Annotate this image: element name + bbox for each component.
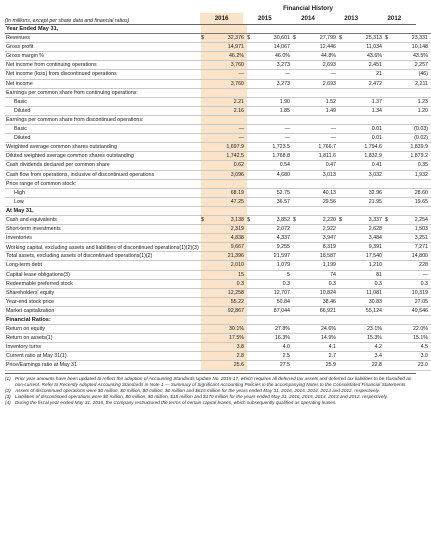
value-cell-2013: 0.01 [344, 125, 385, 134]
value-cell-2012: 2,257 [390, 61, 431, 70]
table-row [5, 279, 431, 288]
value-cell-2015: 1,079 [252, 261, 293, 270]
value-cell-2016: 1,742.5 [206, 152, 247, 161]
value-cell-2015: 52.75 [252, 188, 293, 197]
footnote-number: (3) [5, 393, 11, 399]
value-cell-2012: (46) [390, 70, 431, 79]
value-cell-2013 [344, 115, 385, 124]
row-label: Gross profit [5, 43, 201, 52]
value-cell-2013: 32.96 [344, 188, 385, 197]
value-cell-2015: 2.5 [252, 352, 293, 361]
value-cell-2014: — [298, 125, 339, 134]
value-cell-2014: 2,693 [298, 79, 339, 88]
value-cell-2015: — [252, 125, 293, 134]
footnote [5, 376, 416, 388]
value-cell-2012: 23.0 [390, 361, 431, 370]
row-label: Working capital, excluding assets and liabilities of discontinued operations(1)(2)(3) [5, 243, 201, 252]
table-row [5, 52, 431, 61]
value-cell-2016: 2,319 [206, 225, 247, 234]
value-cell-2016: 14,971 [206, 43, 247, 52]
row-label: Price/Earnings ratio at May 31 [5, 361, 201, 370]
value-cell-2013: 0.41 [344, 161, 385, 170]
table-row [5, 106, 431, 115]
value-cell-2015: 9,255 [252, 243, 293, 252]
value-cell-2016: 17.5% [206, 334, 247, 343]
value-cell-2013: 1.34 [344, 106, 385, 115]
table-row [5, 352, 431, 361]
value-cell-2013: 3,032 [344, 170, 385, 179]
value-cell-2015: 1.85 [252, 106, 293, 115]
table-row [5, 79, 431, 88]
value-cell-2012: 28.60 [390, 188, 431, 197]
row-label: Low [5, 197, 201, 206]
value-cell-2013: 3,484 [344, 234, 385, 243]
row-label: Basic [5, 97, 201, 106]
value-cell-2015: 87,044 [252, 306, 293, 315]
value-cell-2012: 7,271 [390, 243, 431, 252]
row-label: Net income from continuing operations [5, 61, 201, 70]
currency-cell: $ [247, 34, 252, 43]
value-cell-2013: 2,451 [344, 61, 385, 70]
value-cell-2015: 14,067 [252, 43, 293, 52]
value-cell-2013: 22.8 [344, 361, 385, 370]
value-cell-2014: 3,013 [298, 170, 339, 179]
value-cell-2013: 0.3 [344, 279, 385, 288]
row-label: Current ratio at May 31(1) [5, 352, 201, 361]
value-cell-2012: (0.03) [390, 125, 431, 134]
value-cell-2015: 12,707 [252, 288, 293, 297]
value-cell-2012: — [390, 270, 431, 279]
value-cell-2012: 1,879.2 [390, 152, 431, 161]
value-cell-2014: 74 [298, 270, 339, 279]
value-cell-2015 [252, 179, 293, 188]
value-cell-2012 [390, 88, 431, 97]
value-cell-2015: 1,768.8 [252, 152, 293, 161]
value-cell-2012: 1.23 [390, 97, 431, 106]
value-cell-2015: 3,852 [252, 215, 293, 224]
value-cell-2012 [390, 206, 431, 215]
table-subtitle: (In millions, except per share data and financial ratios) [5, 18, 130, 24]
value-cell-2013: 1,794.6 [344, 143, 385, 152]
value-cell-2014: 0.47 [298, 161, 339, 170]
table-row [5, 297, 431, 306]
year-header-2013: 2013 [344, 15, 359, 22]
table-row [5, 306, 431, 315]
table-row [5, 188, 431, 197]
row-label: Inventories [5, 234, 201, 243]
table-row [5, 361, 431, 370]
value-cell-2014: 0.3 [298, 279, 339, 288]
value-cell-2015: 1,723.5 [252, 143, 293, 152]
value-cell-2014: 24.6% [298, 325, 339, 334]
value-cell-2015: 0.3 [252, 279, 293, 288]
value-cell-2016: 4,838 [206, 234, 247, 243]
value-cell-2015: 1.90 [252, 97, 293, 106]
value-cell-2015: 27.5 [252, 361, 293, 370]
value-cell-2013: 15.3% [344, 334, 385, 343]
value-cell-2013: 17,540 [344, 252, 385, 261]
value-cell-2015: 46.0% [252, 52, 293, 61]
value-cell-2016: 32,376 [206, 34, 247, 43]
value-cell-2013: 11,034 [344, 43, 385, 52]
value-cell-2016: 30.1% [206, 325, 247, 334]
value-cell-2013: 2,472 [344, 79, 385, 88]
table-row [5, 115, 431, 124]
value-cell-2012: 228 [390, 261, 431, 270]
value-cell-2015 [252, 316, 293, 325]
value-cell-2014: 12,446 [298, 43, 339, 52]
value-cell-2016: 2.21 [206, 97, 247, 106]
value-cell-2015 [252, 25, 293, 34]
table-row [5, 325, 431, 334]
value-cell-2015 [252, 206, 293, 215]
value-cell-2014: 2.7 [298, 352, 339, 361]
table-row [5, 143, 431, 152]
table-row [5, 261, 431, 270]
value-cell-2014: 14.9% [298, 334, 339, 343]
value-cell-2015: 21,597 [252, 252, 293, 261]
year-header-2014: 2014 [301, 15, 315, 22]
table-row [5, 134, 431, 143]
value-cell-2016: 92,867 [206, 306, 247, 315]
currency-cell: $ [247, 215, 252, 224]
value-cell-2013: 55,124 [344, 306, 385, 315]
value-cell-2013 [344, 206, 385, 215]
value-cell-2012: 22.0% [390, 325, 431, 334]
table-row [5, 43, 431, 52]
value-cell-2014 [298, 25, 339, 34]
value-cell-2014: 8,319 [298, 243, 339, 252]
year-header-2012: 2012 [387, 15, 402, 22]
value-cell-2013: 25,313 [344, 34, 385, 43]
year-header-2015: 2015 [257, 15, 272, 22]
table-row [5, 88, 431, 97]
table-row [5, 234, 431, 243]
value-cell-2014: 2,693 [298, 61, 339, 70]
section-label: Year Ended May 31, [5, 25, 201, 34]
value-cell-2012: 10,319 [390, 288, 431, 297]
value-cell-2015: 4,680 [252, 170, 293, 179]
value-cell-2015: 4,337 [252, 234, 293, 243]
value-cell-2014: 27,799 [298, 34, 339, 43]
value-cell-2016: 3,760 [206, 61, 247, 70]
value-cell-2012: 19.65 [390, 197, 431, 206]
value-cell-2014: 25.9 [298, 361, 339, 370]
row-label: Short-term investments [5, 225, 201, 234]
value-cell-2016: 55.22 [206, 297, 247, 306]
value-cell-2013: 21 [344, 70, 385, 79]
value-cell-2012 [390, 179, 431, 188]
value-cell-2016: 3.8 [206, 343, 247, 352]
value-cell-2013: 9,391 [344, 243, 385, 252]
value-cell-2014: 18,587 [298, 252, 339, 261]
row-label: Capital lease obligations(3) [5, 270, 201, 279]
table-row [5, 197, 431, 206]
section-header-row [5, 316, 431, 325]
currency-cell: $ [201, 215, 206, 224]
value-cell-2016: 0.3 [206, 279, 247, 288]
value-cell-2016: 2.16 [206, 106, 247, 115]
value-cell-2013: 21.95 [344, 197, 385, 206]
value-cell-2014: 1,811.6 [298, 152, 339, 161]
footnotes [5, 373, 416, 406]
value-cell-2015: 27.8% [252, 325, 293, 334]
footnote-number: (4) [5, 399, 11, 405]
value-cell-2012: 1,839.9 [390, 143, 431, 152]
value-cell-2015: 30,601 [252, 34, 293, 43]
value-cell-2012: 0.3 [390, 279, 431, 288]
value-cell-2013: 0.01 [344, 134, 385, 143]
value-cell-2015 [252, 88, 293, 97]
row-label: Total assets, excluding assets of discontinued operations(1)(2) [5, 252, 201, 261]
currency-cell: $ [293, 215, 298, 224]
table-row [5, 179, 431, 188]
value-cell-2012 [390, 115, 431, 124]
value-cell-2013 [344, 88, 385, 97]
value-cell-2015: — [252, 134, 293, 143]
value-cell-2016: 68.19 [206, 188, 247, 197]
value-cell-2015: 50.84 [252, 297, 293, 306]
footnote-text: Prior year amounts have been updated to reflect the adoption of Accounting Standards Update No. 2015-17, which requires all deferred tax assets and deferred tax liabilities to be classified as non-current. Refer to Recently Adopted Accounting Standards in Note 1 — Summary of Significant Accounting Policies in the accompanying Notes to the Consolidated Financial Statements. [15, 375, 412, 387]
value-cell-2013 [344, 316, 385, 325]
table-row [5, 288, 431, 297]
value-cell-2014: 66,921 [298, 306, 339, 315]
row-label: Cash flow from operations, inclusive of discontinued operations [5, 170, 201, 179]
value-cell-2016: 15 [206, 270, 247, 279]
value-cell-2015: 3,273 [252, 61, 293, 70]
value-cell-2013: 81 [344, 270, 385, 279]
value-cell-2016: 21,396 [206, 252, 247, 261]
row-label: Shareholders' equity [5, 288, 201, 297]
footnote-text: Assets of discontinued operations were $0 million, $0 million, $0 million, $0 million and $615 million for the years ended May 31, 2016, 2015, 2014, 2013 and 2012, respectively. [15, 387, 380, 393]
value-cell-2012 [390, 316, 431, 325]
currency-cell: $ [293, 34, 298, 43]
value-cell-2014: 40.13 [298, 188, 339, 197]
row-label: Revenues [5, 34, 201, 43]
value-cell-2016: 3,760 [206, 79, 247, 88]
value-cell-2016 [206, 206, 247, 215]
title-row [5, 3, 416, 12]
value-cell-2014 [298, 316, 339, 325]
row-label: Return on assets(1) [5, 334, 201, 343]
value-cell-2012: 15.1% [390, 334, 431, 343]
value-cell-2016: 2.8 [206, 352, 247, 361]
row-label: Cash dividends declared per common share [5, 161, 201, 170]
value-cell-2014 [298, 179, 339, 188]
table-row [5, 252, 431, 261]
table-row [5, 61, 431, 70]
value-cell-2016: 0.62 [206, 161, 247, 170]
table-row [5, 343, 431, 352]
table-row [5, 152, 431, 161]
value-cell-2012: 1.20 [390, 106, 431, 115]
value-cell-2012: 14,800 [390, 252, 431, 261]
footnote-number: (1) [5, 375, 11, 381]
table-row [5, 170, 431, 179]
value-cell-2014: 44.8% [298, 52, 339, 61]
financial-table [5, 25, 431, 371]
table-row [5, 334, 431, 343]
value-cell-2012: 1,932 [390, 170, 431, 179]
value-cell-2014: 2,922 [298, 225, 339, 234]
value-cell-2014: 29.56 [298, 197, 339, 206]
row-label: Net income [5, 79, 201, 88]
value-cell-2015: 0.54 [252, 161, 293, 170]
value-cell-2016: 12,258 [206, 288, 247, 297]
value-cell-2012: 1,503 [390, 225, 431, 234]
currency-cell: $ [385, 34, 390, 43]
row-label: Diluted weighted average common shares outstanding [5, 152, 201, 161]
row-label: Earnings per common share from continuing operations: [5, 88, 201, 97]
currency-cell: $ [201, 34, 206, 43]
table-row [5, 70, 431, 79]
currency-cell: $ [339, 34, 344, 43]
value-cell-2014: — [298, 134, 339, 143]
value-cell-2015: 36.57 [252, 197, 293, 206]
value-cell-2013: 4.2 [344, 343, 385, 352]
row-label: Return on equity [5, 325, 201, 334]
value-cell-2014: — [298, 70, 339, 79]
value-cell-2015 [252, 115, 293, 124]
row-label: Net income (loss) from discontinued operations [5, 70, 201, 79]
value-cell-2016 [206, 88, 247, 97]
value-cell-2015: 4.0 [252, 343, 293, 352]
row-label: Gross margin % [5, 52, 201, 61]
value-cell-2015: 3,273 [252, 79, 293, 88]
footnote-text: During the fiscal year ended May 31, 2015, the Company restructured the terms of certain capital leases, which subsequently qualified as operating leases. [15, 399, 337, 405]
value-cell-2012: 3,251 [390, 234, 431, 243]
footnote-number: (2) [5, 387, 11, 393]
value-cell-2013: 43.6% [344, 52, 385, 61]
value-cell-2013: 11,081 [344, 288, 385, 297]
value-cell-2015: 16.3% [252, 334, 293, 343]
row-label: Diluted [5, 106, 201, 115]
row-label: High [5, 188, 201, 197]
value-cell-2016: 3,096 [206, 170, 247, 179]
section-header-row [5, 25, 431, 34]
value-cell-2016: — [206, 134, 247, 143]
value-cell-2015: — [252, 70, 293, 79]
table-row [5, 97, 431, 106]
value-cell-2014 [298, 115, 339, 124]
row-label: Price range of common stock: [5, 179, 201, 188]
value-cell-2012: 4.5 [390, 343, 431, 352]
table-title: Financial History [283, 5, 333, 12]
value-cell-2013: 1,210 [344, 261, 385, 270]
value-cell-2016: 2,010 [206, 261, 247, 270]
value-cell-2012: 2,254 [390, 215, 431, 224]
value-cell-2014: 1.49 [298, 106, 339, 115]
value-cell-2012: 3.0 [390, 352, 431, 361]
year-header-2016: 2016 [200, 13, 243, 24]
value-cell-2014 [298, 206, 339, 215]
row-label: Basic [5, 125, 201, 134]
value-cell-2013 [344, 179, 385, 188]
value-cell-2016 [206, 316, 247, 325]
value-cell-2016: 9,667 [206, 243, 247, 252]
table-row [5, 215, 431, 224]
value-cell-2016 [206, 179, 247, 188]
value-cell-2013: 1,832.9 [344, 152, 385, 161]
value-cell-2012: (0.02) [390, 134, 431, 143]
table-row [5, 34, 431, 43]
row-label: Redeemable preferred stock [5, 279, 201, 288]
value-cell-2014: 1.52 [298, 97, 339, 106]
footnote [5, 400, 416, 406]
header-row [5, 12, 416, 25]
value-cell-2013: 30.83 [344, 297, 385, 306]
value-cell-2012: 0.35 [390, 161, 431, 170]
value-cell-2013 [344, 25, 385, 34]
value-cell-2016: 3,138 [206, 215, 247, 224]
value-cell-2016: 46.2% [206, 52, 247, 61]
value-cell-2012: 23,331 [390, 34, 431, 43]
section-label: At May 31, [5, 206, 201, 215]
value-cell-2014: 1,766.7 [298, 143, 339, 152]
value-cell-2012: 43.5% [390, 52, 431, 61]
table-row [5, 161, 431, 170]
row-label: Diluted [5, 134, 201, 143]
value-cell-2016 [206, 115, 247, 124]
value-cell-2014 [298, 88, 339, 97]
value-cell-2013: 3,337 [344, 215, 385, 224]
value-cell-2012: 2,211 [390, 79, 431, 88]
value-cell-2014: 2,220 [298, 215, 339, 224]
value-cell-2014: 38.46 [298, 297, 339, 306]
value-cell-2015: 5 [252, 270, 293, 279]
row-label: Weighted average common shares outstanding [5, 143, 201, 152]
table-row [5, 270, 431, 279]
value-cell-2013: 3.4 [344, 352, 385, 361]
currency-cell: $ [385, 215, 390, 224]
table-row [5, 225, 431, 234]
row-label: Long-term debt [5, 261, 201, 270]
value-cell-2012: 49,546 [390, 306, 431, 315]
row-label: Inventory turns [5, 343, 201, 352]
value-cell-2014: 4.1 [298, 343, 339, 352]
value-cell-2012 [390, 25, 431, 34]
value-cell-2016: — [206, 70, 247, 79]
value-cell-2016: 25.6 [206, 361, 247, 370]
value-cell-2013: 23.1% [344, 325, 385, 334]
value-cell-2014: 3,947 [298, 234, 339, 243]
value-cell-2013: 2,628 [344, 225, 385, 234]
row-label: Earnings per common share from discontinued operations: [5, 115, 201, 124]
value-cell-2015: 2,072 [252, 225, 293, 234]
value-cell-2014: 1,199 [298, 261, 339, 270]
section-header-row [5, 206, 431, 215]
footnote-text: Liabilities of discontinued operations were $0 million, $0 million, $0 million, $18 million and $170 million for the years ended May 31, 2016, 2015, 2014, 2013 and 2012, respectively. [15, 393, 388, 399]
section-label: Financial Ratios: [5, 316, 201, 325]
value-cell-2016: — [206, 125, 247, 134]
table-row [5, 243, 431, 252]
currency-cell: $ [339, 215, 344, 224]
row-label: Cash and equivalents [5, 215, 201, 224]
value-cell-2016 [206, 25, 247, 34]
value-cell-2014: 10,824 [298, 288, 339, 297]
value-cell-2012: 10,148 [390, 43, 431, 52]
value-cell-2013: 1.37 [344, 97, 385, 106]
table-row [5, 125, 431, 134]
row-label: Year-end stock price [5, 297, 201, 306]
value-cell-2012: 27.05 [390, 297, 431, 306]
value-cell-2016: 1,697.9 [206, 143, 247, 152]
row-label: Market capitalization [5, 306, 201, 315]
value-cell-2016: 47.25 [206, 197, 247, 206]
